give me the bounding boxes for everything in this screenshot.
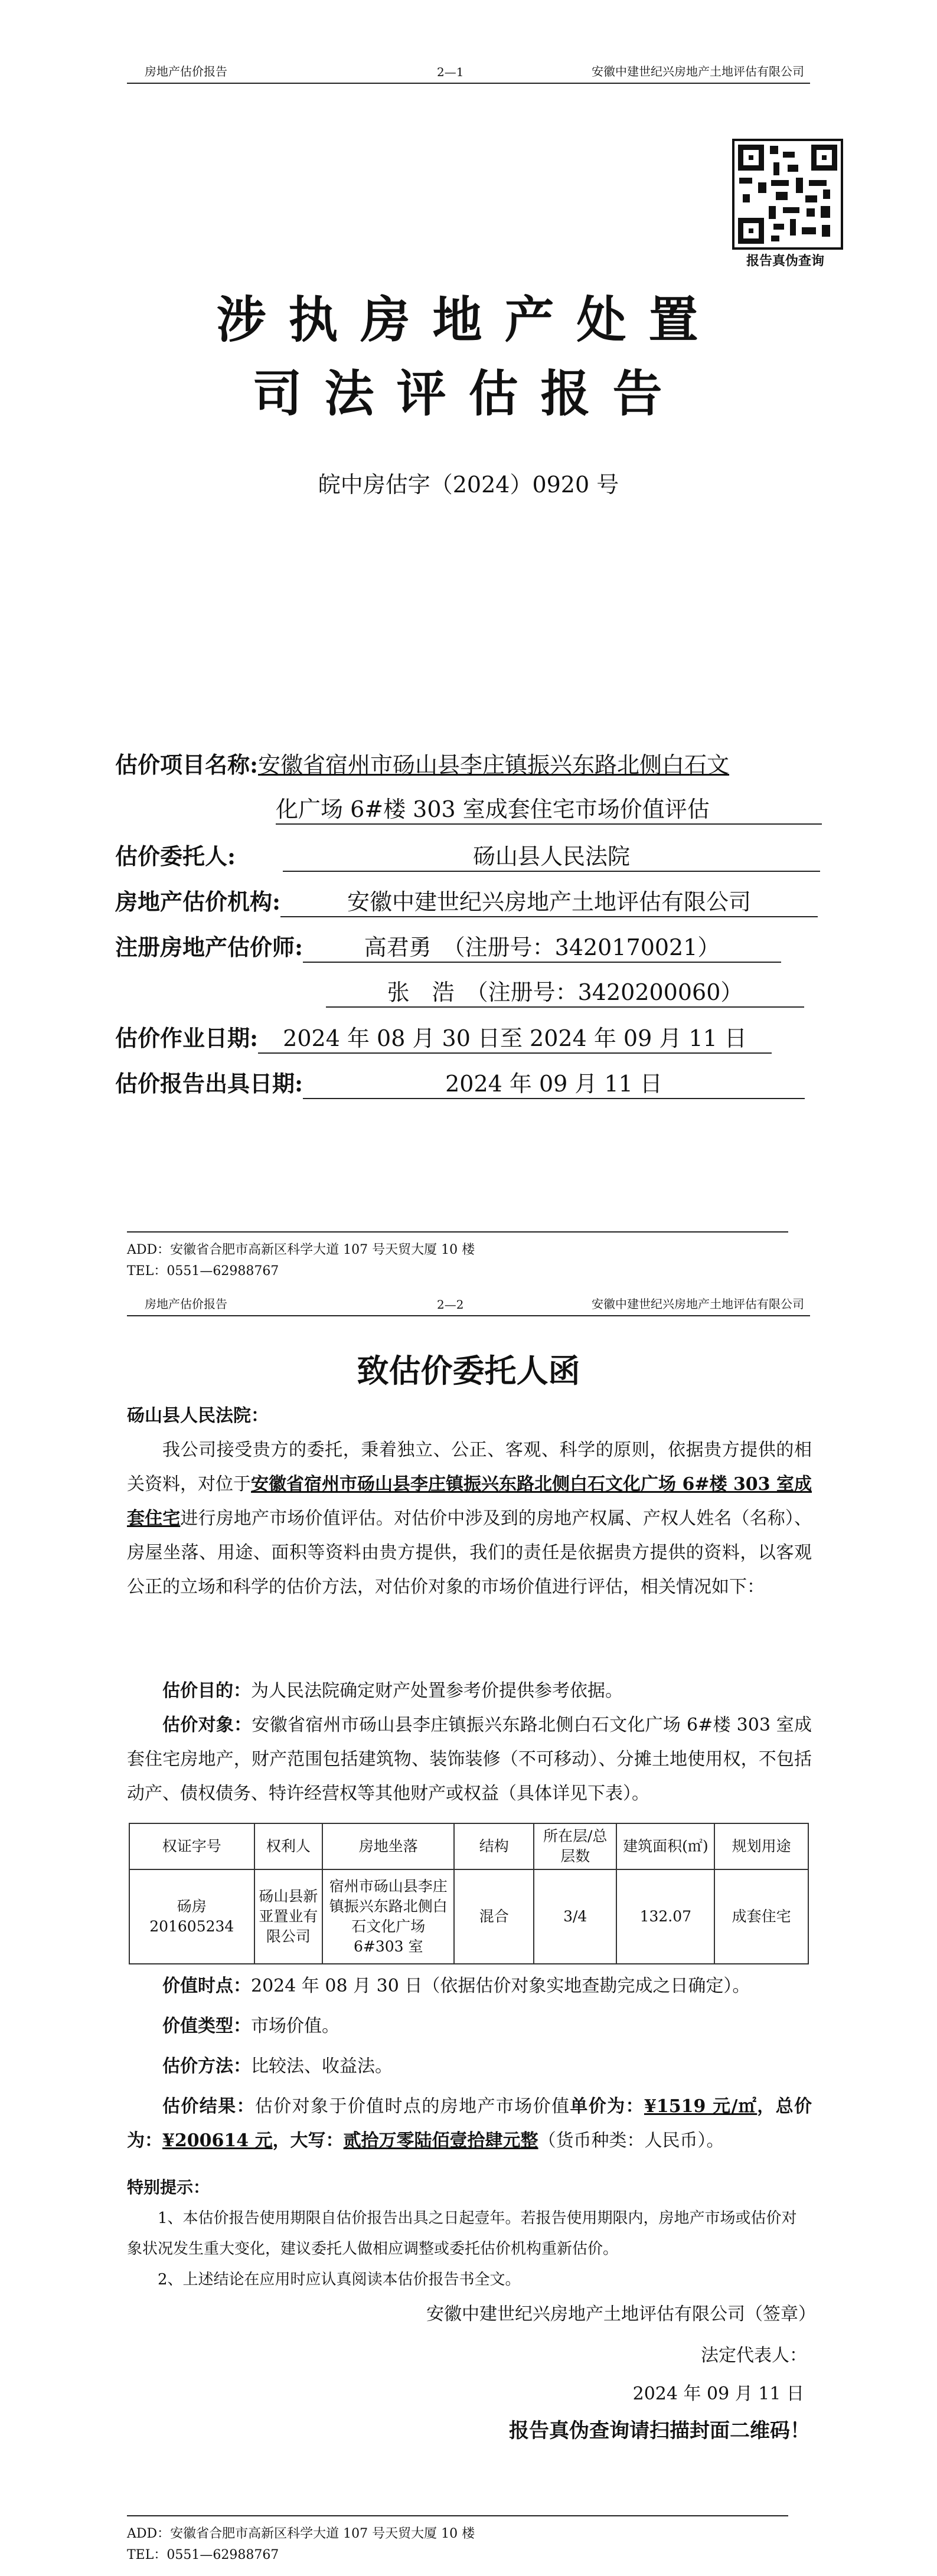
appraiser-1: 高君勇 （注册号：3420170021） bbox=[303, 929, 781, 963]
table-row bbox=[129, 1869, 808, 1964]
table-header-row bbox=[129, 1823, 808, 1869]
footer-tel: TEL：0551—62988767 bbox=[127, 1264, 279, 1279]
signature-representative: 法定代表人： bbox=[701, 2345, 807, 2366]
result-row: 估价结果：估价对象于价值时点的房地产市场价值单价为：¥1519 元/㎡，总价为：¥200614 元，大写：贰拾万零陆佰壹拾肆元整（货币种类：人民币）。 bbox=[127, 2096, 812, 2151]
unit-price: ¥1519 元/㎡ bbox=[644, 2096, 758, 2117]
project-value-2: 化广场 6#楼 303 室成套住宅市场价值评估 bbox=[276, 791, 822, 825]
table-header: 房地坐落 bbox=[322, 1823, 454, 1869]
table-cell: 宿州市砀山县李庄镇振兴东路北侧白石文化广场 6#303 室 bbox=[322, 1869, 454, 1964]
total-price: ¥200614 元 bbox=[162, 2130, 273, 2151]
project-row-cont bbox=[276, 791, 822, 825]
project-label: 估价项目名称: bbox=[115, 751, 259, 778]
notes-title: 特别提示： bbox=[127, 2178, 210, 2197]
agency-label: 房地产估价机构: bbox=[115, 888, 281, 915]
document-number: 皖中房估字（2024）0920 号 bbox=[318, 472, 619, 498]
page-footer bbox=[127, 1240, 475, 1282]
issue-date-row bbox=[115, 1065, 805, 1099]
header-company: 安徽中建世纪兴房地产土地评估有限公司 bbox=[592, 1297, 804, 1311]
issue-date-value: 2024 年 09 月 11 日 bbox=[303, 1065, 805, 1099]
letter-intro: 我公司接受贵方的委托，秉着独立、公正、客观、科学的原则，依据贵方提供的相关资料，对位于安徽省宿州市砀山县李庄镇振兴东路北侧白石文化广场 6#楼 303 室成套住宅进行房地产市场价值评估。对估价中涉及到的房地产权属、产权人姓名（名称）、房屋坐落、用途、面积等资料由贵方提供，我们的责任是依据贵方提供的资料，以客观公正的立场和科学的估价方法，对估价对象的市场价值进行评估，相关情况如下： bbox=[127, 1440, 812, 1597]
table-cell: 3/4 bbox=[534, 1869, 616, 1964]
header-left: 房地产估价报告 bbox=[145, 1297, 227, 1311]
value-type-row: 价值类型：市场价值。 bbox=[162, 2016, 339, 2036]
table-cell: 132.07 bbox=[616, 1869, 714, 1964]
table-header: 结构 bbox=[454, 1823, 534, 1869]
client-value: 砀山县人民法院 bbox=[283, 838, 820, 872]
footer-address: ADD：安徽省合肥市高新区科学大道 107 号天贸大厦 10 楼 bbox=[127, 2526, 475, 2541]
signature-company: 安徽中建世纪兴房地产土地评估有限公司（签章） bbox=[426, 2304, 816, 2325]
salutation: 砀山县人民法院： bbox=[127, 1405, 269, 1426]
appraiser-label: 注册房地产估价师: bbox=[115, 934, 303, 960]
scan-notice: 报告真伪查询请扫描封面二维码！ bbox=[509, 2419, 810, 2443]
letter-title: 致估价委托人函 bbox=[357, 1352, 580, 1390]
work-date-row bbox=[115, 1020, 772, 1054]
object-row: 估价对象：安徽省宿州市砀山县李庄镇振兴东路北侧白石文化广场 6#楼 303 室成套住宅房地产，财产范围包括建筑物、装饰装修（不可移动）、分摊土地使用权，不包括动产、债权债务、特许经营权等其他财产或权益（具体详见下表）。 bbox=[127, 1715, 812, 1804]
appraisal-object-highlight: 安徽省宿州市砀山县李庄镇振兴东路北侧白石文化广场 6#楼 303 室成套住宅 bbox=[127, 1474, 812, 1529]
work-date-value: 2024 年 08 月 30 日至 2024 年 09 月 11 日 bbox=[258, 1020, 772, 1054]
header-company: 安徽中建世纪兴房地产土地评估有限公司 bbox=[592, 64, 804, 79]
table-cell: 成套住宅 bbox=[714, 1869, 808, 1964]
page-footer bbox=[127, 2523, 475, 2566]
project-value-1: 安徽省宿州市砀山县李庄镇振兴东路北侧白石文 bbox=[258, 752, 730, 778]
header-left: 房地产估价报告 bbox=[145, 64, 227, 79]
value-time-row: 价值时点：2024 年 08 月 30 日（依据估价对象实地查勘完成之日确定）。 bbox=[162, 1976, 750, 1996]
client-row bbox=[115, 838, 820, 872]
appraiser-row-2 bbox=[326, 974, 804, 1008]
footer-tel: TEL：0551—62988767 bbox=[127, 2548, 279, 2562]
appraiser-row bbox=[115, 929, 781, 963]
appraiser-2: 张 浩 （注册号：3420200060） bbox=[326, 974, 804, 1008]
note-2: 2、上述结论在应用时应认真阅读本估价报告书全文。 bbox=[158, 2271, 521, 2289]
work-date-label: 估价作业日期: bbox=[115, 1025, 259, 1051]
project-row bbox=[115, 747, 729, 779]
table-header: 权利人 bbox=[254, 1823, 323, 1869]
report-title-line-2: 司法评估报告 bbox=[252, 364, 685, 423]
signature-date: 2024 年 09 月 11 日 bbox=[632, 2384, 804, 2404]
table-header: 权证字号 bbox=[129, 1823, 254, 1869]
table-header: 规划用途 bbox=[714, 1823, 808, 1869]
qr-code-icon[interactable] bbox=[732, 139, 843, 250]
footer-address: ADD：安徽省合肥市高新区科学大道 107 号天贸大厦 10 楼 bbox=[127, 1243, 475, 1257]
purpose-row: 估价目的：为人民法院确定财产处置参考价提供参考依据。 bbox=[162, 1681, 623, 1701]
total-price-upper: 贰拾万零陆佰壹拾肆元整 bbox=[343, 2130, 538, 2151]
header-page-number: 2—2 bbox=[437, 1297, 464, 1312]
table-header: 所在层/总层数 bbox=[534, 1823, 616, 1869]
qr-label: 报告真伪查询 bbox=[746, 253, 824, 269]
note-1: 1、本估价报告使用期限自估价报告出具之日起壹年。若报告使用期限内，房地产市场或估价对象状况发生重大变化，建议委托人做相应调整或委托估价机构重新估价。 bbox=[127, 2209, 797, 2258]
table-cell: 砀山县新亚置业有限公司 bbox=[254, 1869, 323, 1964]
report-title-line-1: 涉执房地产处置 bbox=[216, 290, 721, 349]
table-header: 建筑面积(㎡) bbox=[616, 1823, 714, 1869]
issue-date-label: 估价报告出具日期: bbox=[115, 1070, 303, 1097]
agency-value: 安徽中建世纪兴房地产土地评估有限公司 bbox=[280, 884, 818, 917]
special-notes bbox=[127, 2172, 812, 2295]
client-label: 估价委托人: bbox=[115, 843, 236, 869]
agency-row bbox=[115, 884, 818, 917]
header-page-number: 2—1 bbox=[437, 65, 464, 79]
table-cell: 混合 bbox=[454, 1869, 534, 1964]
property-table bbox=[129, 1823, 809, 1964]
table-cell: 砀房 201605234 bbox=[129, 1869, 254, 1964]
page-header bbox=[127, 1292, 810, 1316]
method-row: 估价方法：比较法、收益法。 bbox=[162, 2056, 393, 2077]
page-header bbox=[127, 59, 810, 84]
